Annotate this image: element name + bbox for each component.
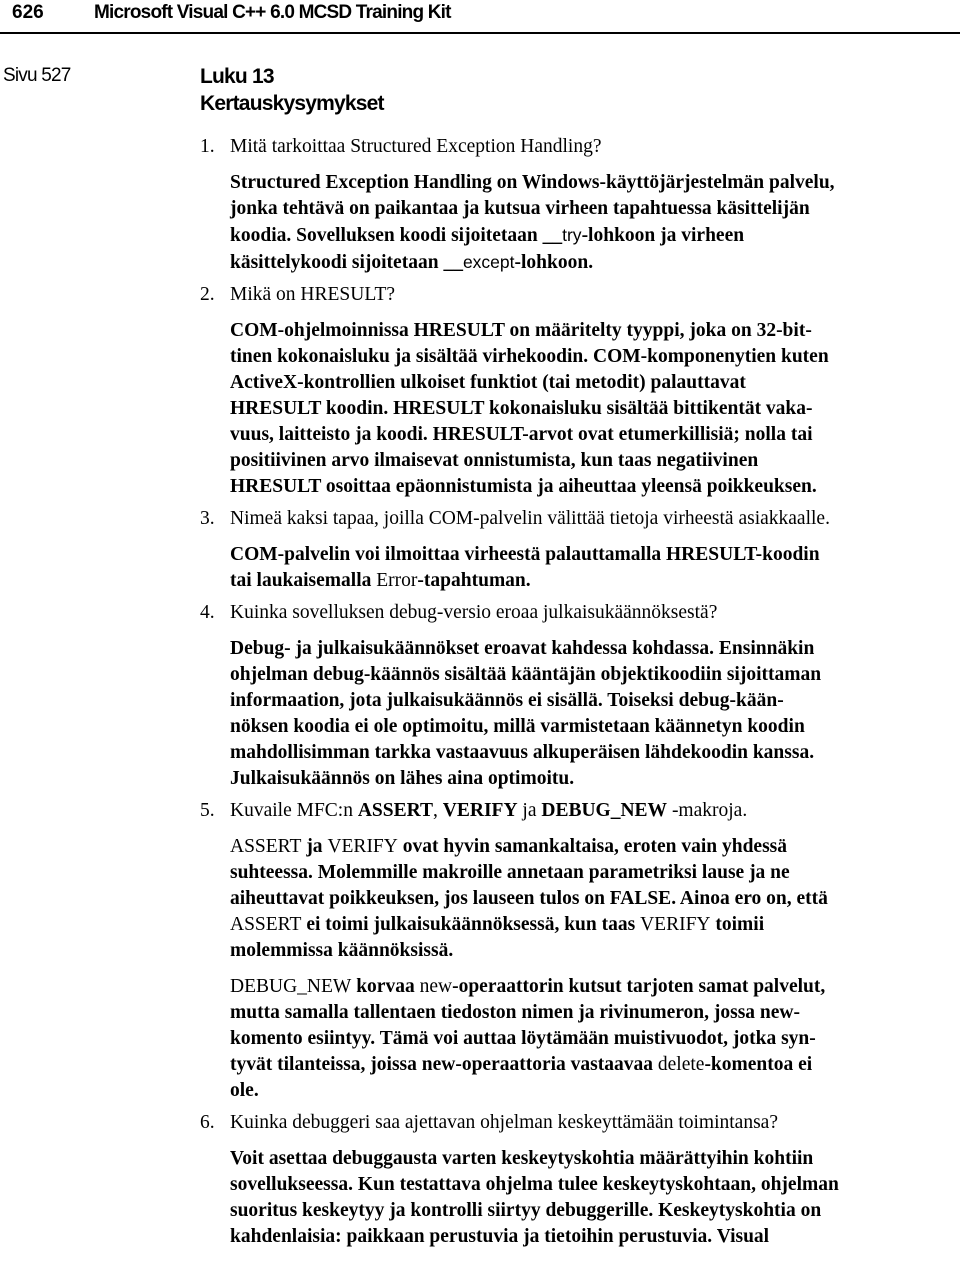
question-text: Mitä tarkoittaa Structured Exception Handling? xyxy=(230,136,602,157)
answer-line: Structured Exception Handling on Windows-käyttöjärjestelmän palvelu, xyxy=(230,172,835,193)
chapter-title: Luku 13 xyxy=(200,65,274,88)
answer-6 xyxy=(200,1146,960,1250)
answer-line: molemmissa käännöksissä. xyxy=(230,940,454,961)
answer-line: tai laukaisemalla Error-tapahtuman. xyxy=(230,570,531,591)
answer-line: ASSERT ei toimi julkaisukäännöksessä, kun taas VERIFY toimii xyxy=(230,914,765,935)
question-number: 6. xyxy=(200,1112,215,1133)
answer-line: ole. xyxy=(230,1080,259,1101)
answer-line: tyvät tilanteissa, joissa new-operaattoria vastaavaa delete-komentoa ei xyxy=(230,1054,813,1075)
question-number: 5. xyxy=(200,800,215,821)
question-5 xyxy=(200,798,960,824)
question-3 xyxy=(200,506,960,532)
answer-line: Voit asettaa debuggausta varten keskeytyskohtia määrättyihin kohtiin xyxy=(230,1148,814,1169)
answer-5a xyxy=(200,834,960,964)
answer-line: sovellukseessa. Kun testattava ohjelma tulee keskeytyskohtaan, ohjelman xyxy=(230,1174,839,1195)
question-text: Kuinka sovelluksen debug-versio eroaa julkaisukäännöksestä? xyxy=(230,602,718,623)
question-4 xyxy=(200,600,960,626)
question-number: 3. xyxy=(200,508,215,529)
answer-line: positiivinen arvo ilmaisevat onnistumista, kun taas negatiivinen xyxy=(230,450,759,471)
answer-2 xyxy=(200,318,960,500)
answer-line: vuus, laitteisto ja koodi. HRESULT-arvot ovat etumerkillisiä; nolla tai xyxy=(230,424,813,445)
answer-4 xyxy=(200,636,960,792)
chapter-subtitle: Kertauskysymykset xyxy=(200,92,384,115)
answer-line: DEBUG_NEW korvaa new-operaattorin kutsut tarjoten samat palvelut, xyxy=(230,976,826,997)
question-text: Nimeä kaksi tapaa, joilla COM-palvelin välittää tietoja virheestä asiakkaalle. xyxy=(230,508,830,529)
answer-5b xyxy=(200,974,960,1104)
answer-line: suhteessa. Molemmille makroille annetaan parametriksi lause ja ne xyxy=(230,862,790,883)
question-number: 1. xyxy=(200,136,215,157)
question-text: Kuvaile MFC:n ASSERT, VERIFY ja DEBUG_NEW -makroja. xyxy=(230,800,748,821)
answer-line: COM-ohjelmoinnissa HRESULT on määritelty tyyppi, joka on 32-bit- xyxy=(230,320,812,341)
answer-line: ASSERT ja VERIFY ovat hyvin samankaltaisa, eroten vain yhdessä xyxy=(230,836,788,857)
answer-line: koodia. Sovelluksen koodi sijoitetaan __try-lohkoon ja virheen xyxy=(230,225,745,246)
question-6 xyxy=(200,1110,960,1136)
answer-line: COM-palvelin voi ilmoittaa virheestä palauttamalla HRESULT-koodin xyxy=(230,544,820,565)
answer-line: HRESULT osoittaa epäonnistumista ja aiheuttaa yleensä poikkeuksen. xyxy=(230,476,817,497)
questions-content xyxy=(200,134,960,1250)
answer-line: suoritus keskeytyy ja kontrolli siirtyy debuggerille. Keskeytyskohtia on xyxy=(230,1200,822,1221)
chapter-heading xyxy=(200,63,384,117)
answer-line: ActiveX-kontrollien ulkoiset funktiot (tai metodit) palauttavat xyxy=(230,372,746,393)
answer-line: nöksen koodia ei ole optimoitu, millä varmistetaan käännetyn koodin xyxy=(230,716,805,737)
question-text: Kuinka debuggeri saa ajettavan ohjelman keskeyttämään toimintansa? xyxy=(230,1112,778,1133)
answer-3 xyxy=(200,542,960,594)
answer-line: HRESULT koodin. HRESULT kokonaisluku sisältää bittikentät vaka- xyxy=(230,398,813,419)
answer-line: mahdollisimman tarkka vastaavuus alkuperäisen lähdekoodin kanssa. xyxy=(230,742,815,763)
book-title: Microsoft Visual C++ 6.0 MCSD Training Kit xyxy=(94,2,451,23)
answer-line: käsittelykoodi sijoitetaan __except-lohkoon. xyxy=(230,252,594,273)
question-number: 4. xyxy=(200,602,215,623)
answer-line: tinen kokonaisluku ja sisältää virhekoodin. COM-komponenytien kuten xyxy=(230,346,829,367)
answer-1 xyxy=(200,170,960,276)
answer-line: Debug- ja julkaisukäännökset eroavat kahdessa kohdassa. Ensinnäkin xyxy=(230,638,815,659)
question-number: 2. xyxy=(200,284,215,305)
page-number: 626 xyxy=(12,2,44,23)
question-2 xyxy=(200,282,960,308)
question-1 xyxy=(200,134,960,160)
side-page-label: Sivu 527 xyxy=(3,65,71,86)
header-rule xyxy=(0,32,960,34)
answer-line: ohjelman debug-käännös sisältää kääntäjän objektikoodiin sijoittaman xyxy=(230,664,822,685)
question-text: Mikä on HRESULT? xyxy=(230,284,396,305)
answer-line: kahdenlaisia: paikkaan perustuvia ja tietoihin perustuvia. Visual xyxy=(230,1226,770,1247)
answer-line: jonka tehtävä on paikantaa ja kutsua virheen tapahtuessa käsittelijän xyxy=(230,198,810,219)
answer-line: Julkaisukäännös on lähes aina optimoitu. xyxy=(230,768,575,789)
answer-line: aiheuttavat poikkeuksen, jos lauseen tulos on FALSE. Ainoa ero on, että xyxy=(230,888,828,909)
answer-line: informaation, jota julkaisukäännös ei sisällä. Toiseksi debug-kään- xyxy=(230,690,784,711)
answer-line: komento esiintyy. Tämä voi auttaa löytämään muistivuodot, jotka syn- xyxy=(230,1028,816,1049)
answer-line: mutta samalla tallentaen tiedoston nimen ja rivinumeron, jossa new- xyxy=(230,1002,801,1023)
page-header xyxy=(0,0,960,30)
